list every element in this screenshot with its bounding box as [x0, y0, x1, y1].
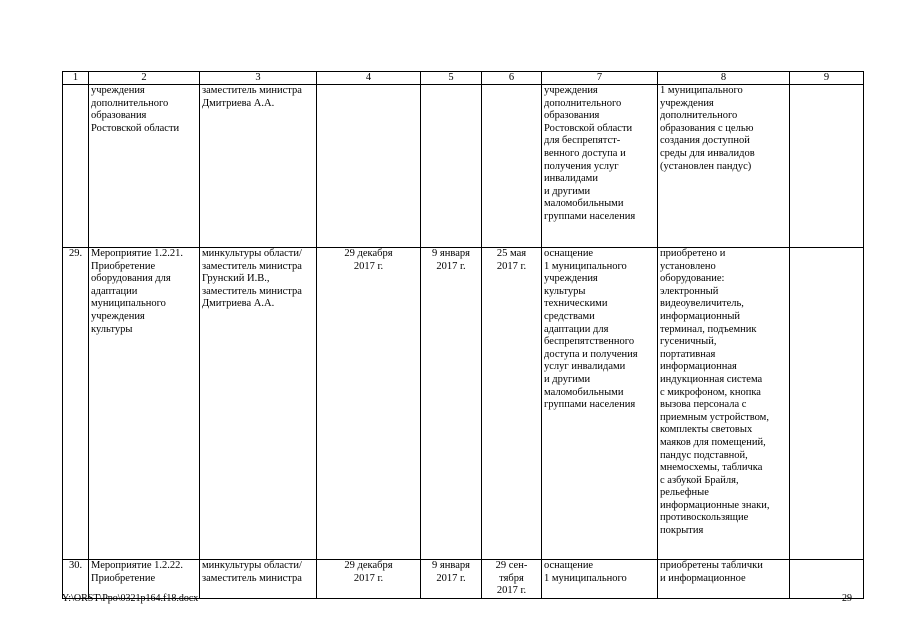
table-header-row — [63, 72, 864, 85]
column-header: 5 — [421, 72, 482, 85]
event-name-cell: Мероприятие 1.2.22. Приобретение — [89, 560, 200, 599]
expected-result-cell: оснащение 1 муниципального учреждения культуры техническими средствами адаптации для беспрепятственного доступа и получения услуг инвалидами и другими маломобильными группами населения — [542, 248, 658, 560]
notes-cell — [790, 248, 864, 560]
column-header: 3 — [200, 72, 317, 85]
row-number-cell: 30. — [63, 560, 89, 599]
column-header: 2 — [89, 72, 200, 85]
document-table — [62, 71, 864, 599]
actual-result-cell: 1 муниципального учреждения дополнительного образования с целью создания доступной среды для инвалидов (установлен пандус) — [658, 85, 790, 248]
column-header: 7 — [542, 72, 658, 85]
event-name-cell: учреждения дополнительного образования Ростовской области — [89, 85, 200, 248]
notes-cell — [790, 85, 864, 248]
actual-result-cell: приобретено и установлено оборудование: электронный видеоувеличитель, информационный терминал, подъемник гусеничный, портативная информационная индукционная система с микрофоном, кнопка вызова персонала с приемным устройством, комплекты световых маяков для помещений, пандус подставной, мнемосхемы, табличка с азбукой Брайля, рельефные информационные знаки, противоскользящие покрытия — [658, 248, 790, 560]
responsible-cell: заместитель министра Дмитриева А.А. — [200, 85, 317, 248]
file-path-footer: Y:\ORST\Ppo\0321p164.f18.docx — [62, 593, 199, 604]
date-cell: 29 сен- тября 2017 г. — [482, 560, 542, 599]
page-number: 29 — [842, 593, 852, 604]
date-cell — [482, 85, 542, 248]
date-cell — [421, 85, 482, 248]
responsible-cell: минкультуры области/ заместитель министра — [200, 560, 317, 599]
column-header: 4 — [317, 72, 421, 85]
date-cell — [317, 85, 421, 248]
date-cell: 9 января 2017 г. — [421, 248, 482, 560]
column-header: 8 — [658, 72, 790, 85]
responsible-cell: минкультуры области/ заместитель министра Грунский И.В., заместитель министра Дмитриева А.А. — [200, 248, 317, 560]
date-cell: 29 декабря 2017 г. — [317, 560, 421, 599]
column-header: 9 — [790, 72, 864, 85]
table-row — [63, 85, 864, 248]
notes-cell — [790, 560, 864, 599]
date-cell: 25 мая 2017 г. — [482, 248, 542, 560]
actual-result-cell: приобретены таблички и информационное — [658, 560, 790, 599]
date-cell: 9 января 2017 г. — [421, 560, 482, 599]
table-row — [63, 248, 864, 560]
expected-result-cell: оснащение 1 муниципального — [542, 560, 658, 599]
column-header: 1 — [63, 72, 89, 85]
row-number-cell: 29. — [63, 248, 89, 560]
expected-result-cell: учреждения дополнительного образования Ростовской области для беспрепятст- венного доступа и получения услуг инвалидами и другими маломобильными группами населения — [542, 85, 658, 248]
row-number-cell — [63, 85, 89, 248]
column-header: 6 — [482, 72, 542, 85]
date-cell: 29 декабря 2017 г. — [317, 248, 421, 560]
event-name-cell: Мероприятие 1.2.21. Приобретение оборудования для адаптации муниципального учреждения культуры — [89, 248, 200, 560]
